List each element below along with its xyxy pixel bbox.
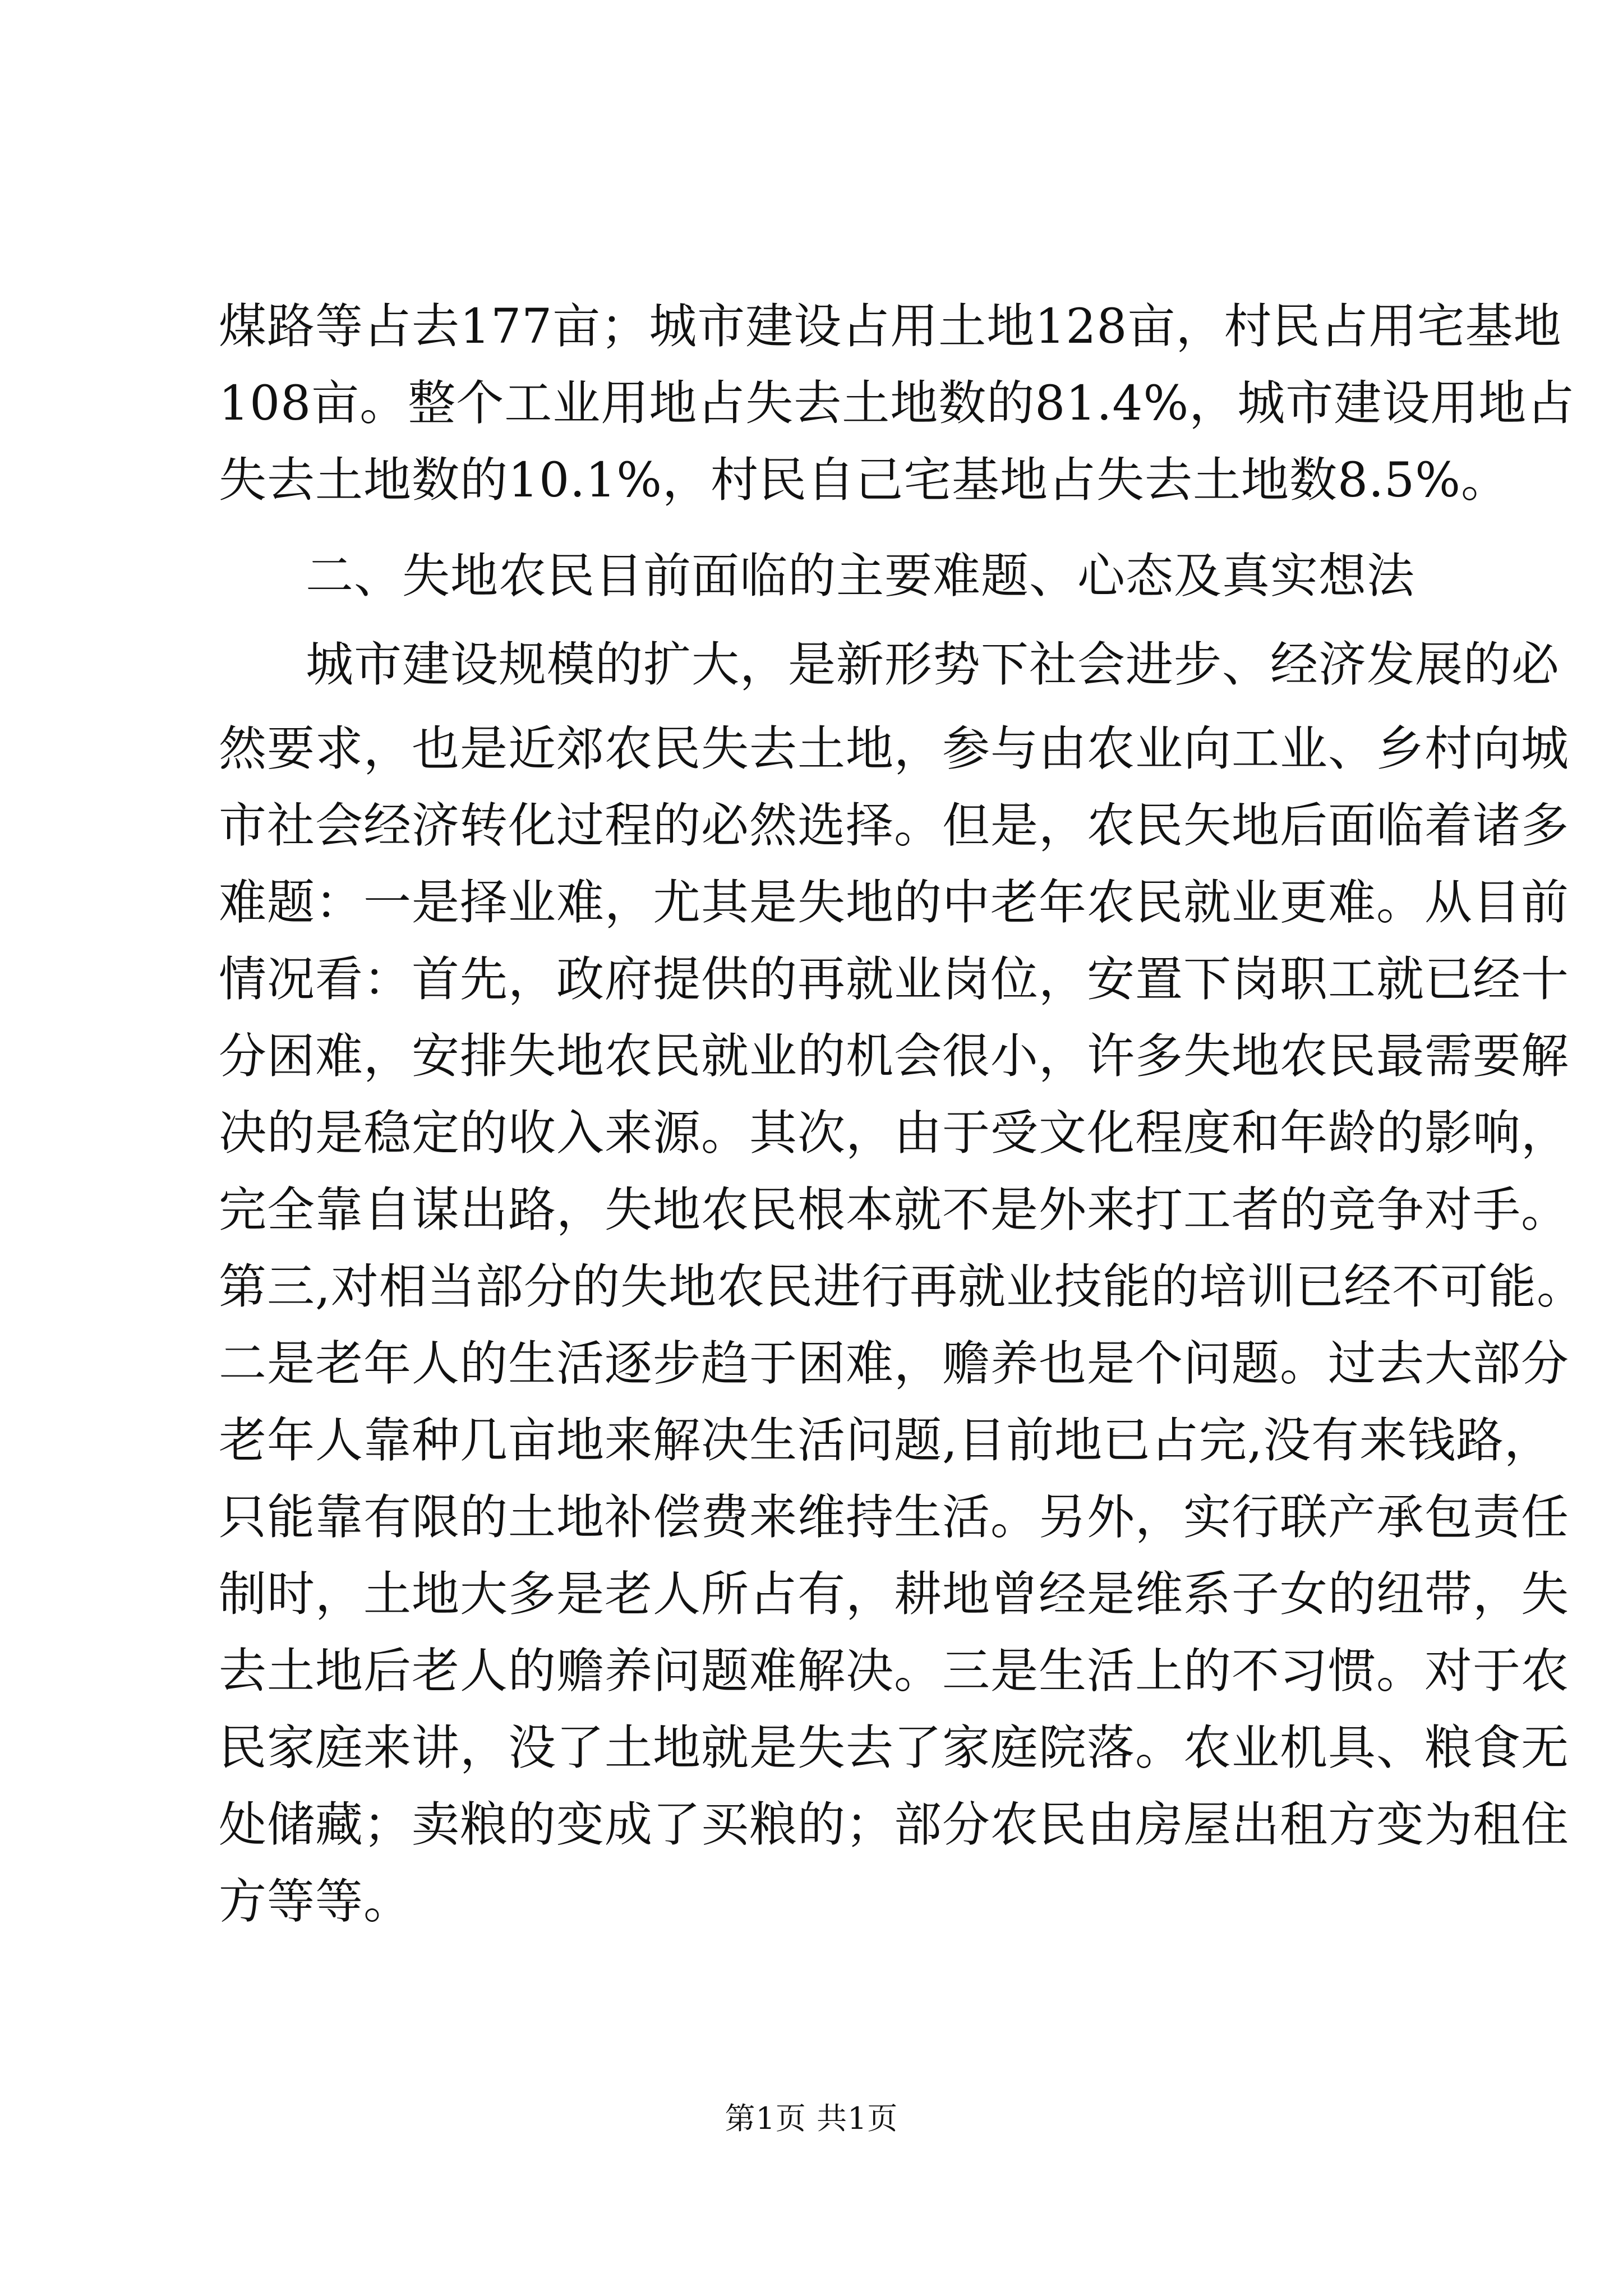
page-number-footer: 第1页 共1页 — [725, 2101, 898, 2136]
paragraph-2-line-11: 老年人靠种几亩地来解决生活问题,目前地已占完,没有来钱路， — [219, 1413, 1553, 1469]
paragraph-2-line-14: 去土地后老人的赡养问题难解决。三是生活上的不习惯。对于农 — [219, 1644, 1570, 1699]
paragraph-2-line-2: 然要求，也是近郊农民失去土地，参与由农业向工业、乡村向城 — [219, 721, 1570, 777]
paragraph-1-line-2: 108亩。整个工业用地占失去土地数的81.4%，城市建设用地占 — [219, 376, 1575, 431]
paragraph-2-line-16: 处储藏；卖粮的变成了买粮的；部分农民由房屋出租方变为租住 — [219, 1797, 1570, 1853]
paragraph-2-line-15: 民家庭来讲，没了土地就是失去了家庭院落。农业机具、粮食无 — [219, 1720, 1570, 1776]
paragraph-2-line-12: 只能靠有限的土地补偿费来维持生活。另外，实行联产承包责任 — [219, 1490, 1570, 1545]
paragraph-2-line-6: 分困难，安排失地农民就业的机会很小，许多失地农民最需要解 — [219, 1029, 1570, 1084]
paragraph-1-line-3: 失去土地数的10.1%，村民自己宅基地占失去土地数8.5%。 — [219, 453, 1509, 508]
paragraph-2-line-3: 市社会经济转化过程的必然选择。但是，农民矢地后面临着诸多 — [219, 798, 1570, 854]
paragraph-2-line-10: 二是老年人的生活逐步趋于困难，赡养也是个问题。过去大部分 — [219, 1336, 1570, 1392]
paragraph-2-line-1: 城市建设规模的扩大，是新形势下社会进步、经济发展的必 — [306, 637, 1560, 693]
paragraph-2-line-9: 第三,对相当部分的失地农民进行再就业技能的培训已经不可能。 — [219, 1259, 1585, 1315]
paragraph-2-line-4: 难题：一是择业难，尤其是失地的中老年农民就业更难。从目前 — [219, 875, 1570, 931]
section-heading: 二、失地农民目前面临的主要难题、心态及真实想法 — [306, 549, 1415, 604]
paragraph-2-line-8: 完全靠自谋出路，失地农民根本就不是外来打工者的竞争对手。 — [219, 1182, 1570, 1238]
paragraph-2-line-7: 决的是稳定的收入来源。其次，由于受文化程度和年龄的影响， — [219, 1106, 1570, 1161]
paragraph-1-line-1: 煤路等占去177亩；城市建设占用土地128亩，村民占用宅基地 — [219, 299, 1562, 355]
paragraph-2-line-17: 方等等。 — [219, 1874, 412, 1930]
paragraph-2-line-5: 情况看：首先，政府提供的再就业岗位，安置下岗职工就已经十 — [219, 952, 1570, 1007]
paragraph-2-line-13: 制时，土地大多是老人所占有，耕地曾经是维系子女的纽带，失 — [219, 1567, 1570, 1622]
